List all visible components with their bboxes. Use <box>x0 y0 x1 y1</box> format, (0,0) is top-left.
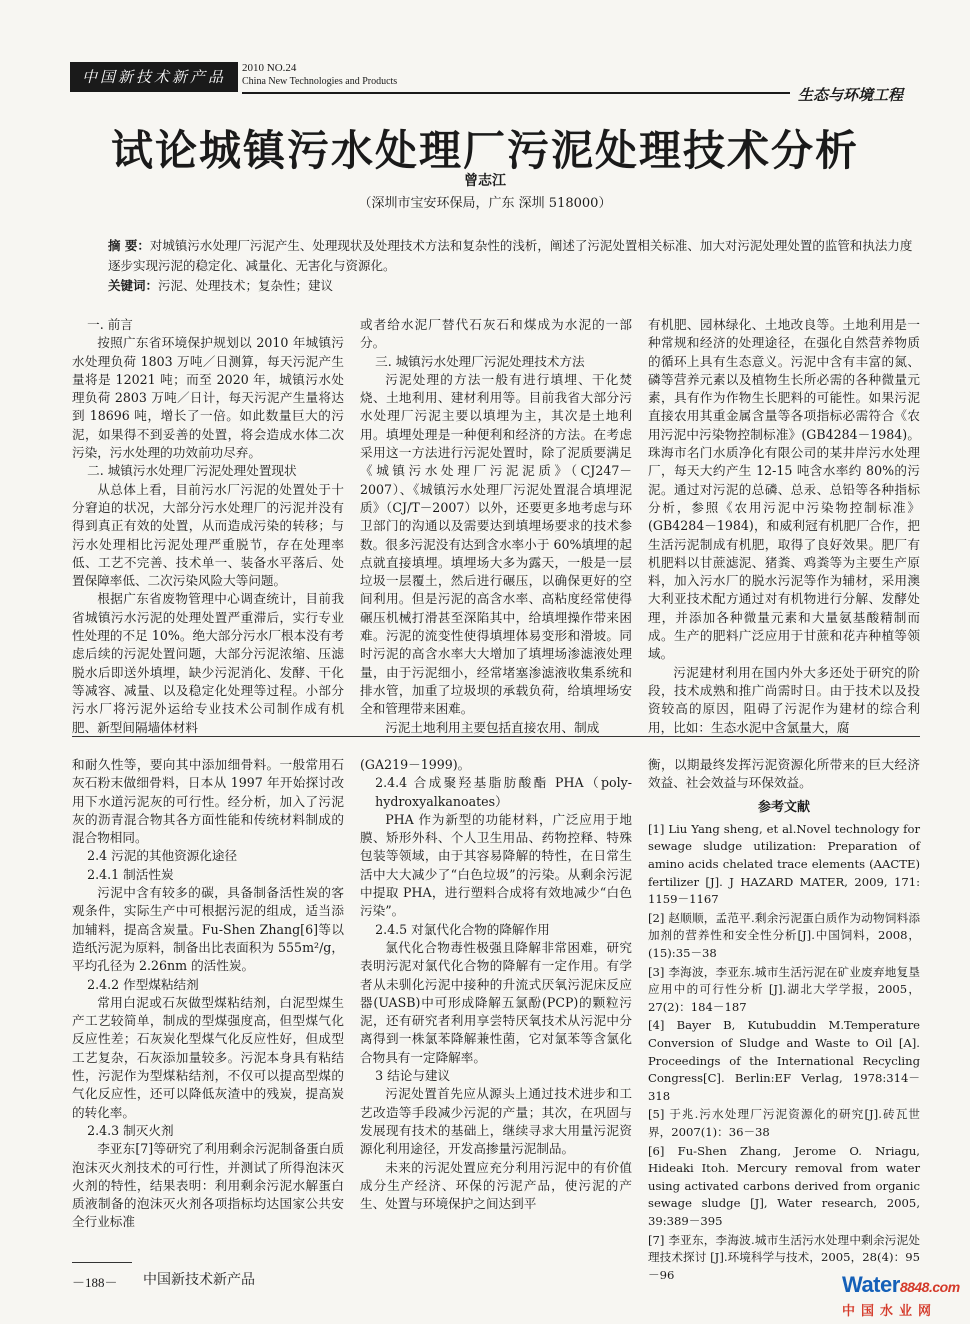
section-heading: 2.4.4 合成聚羟基脂肪酸酯 PHA（poly-hydroxyalkanoates） <box>375 775 632 809</box>
paragraph: 污泥建材利用在国内外大多还处于研究的阶段，技术成熟和推广尚需时日。由于技术以及投资较高的原因，阻碍了污泥作为建材的综合利用，比如：生态水泥中含氯量大，腐 <box>648 664 920 735</box>
section-heading: 二. 城镇污水处理厂污泥处理处置现状 <box>87 463 297 479</box>
paragraph: 李亚东[7]等研究了利用剩余污泥制备蛋白质泡沫灭火剂技术的可行性，并测试了所得泡沫灭火剂的特性，结果表明：利用剩余污泥水解蛋白质液制备的泡沫灭火剂各项指标均达国家公共安全行业标准 <box>72 1141 344 1230</box>
references-title: 参考文献 <box>757 799 810 815</box>
conclusion-end: 衡，以期最终发挥污泥资源化所带来的巨大经济效益、社会效益与环保效益。 <box>648 757 920 791</box>
section-heading: 一. 前言 <box>87 317 133 332</box>
abstract-label: 摘 要： <box>108 238 150 253</box>
watermark-logo <box>842 1272 960 1298</box>
paragraph: PHA 作为新型的功能材料，广泛应用于地膜、矫形外科、个人卫生用品、药物控释、特殊包装等领域，由于其容易降解的特性，在日常生活中大大减少了“白色垃圾”的污染。从剩余污泥中提取 PHA，进行塑料合成将有效地减少“白色污染”。 <box>360 811 632 919</box>
footer-journal-name: 中国新技术新产品 <box>143 1272 255 1288</box>
page-number: －188－ <box>72 1275 118 1290</box>
paragraph: 氯代化合物毒性极强且降解非常困难，研究表明污泥对氯代化合物的降解有一定作用。有学者从未驯化污泥中接种的升流式厌氧污泥床反应器(UASB)中可形成降解五氯酚(PCP)的颗粒污泥，还有研究者利用享尝特厌氧技术从污泥中分离得到一株氯苯降解兼性菌，它对氯苯等含氯化合物具有一定降解率。 <box>360 939 632 1065</box>
paragraph: 污泥中含有较多的碳，具备制备活性炭的客观条件，实际生产中可根据污泥的组成，适当添加辅料，提高含炭量。Fu-Shen Zhang[6]等以造纸污泥为原料，制备出比表面积为 555m²/g，平均孔径为 2.26nm 的活性炭。 <box>72 885 344 974</box>
section-tag: 生态与环境工程 <box>798 86 904 104</box>
paragraph: 和耐久性等，要向其中添加细骨料。一般常用石灰石粉末做细骨料，日本从 1997 年开始探讨改用下水道污泥灰的可行性。经分析，加入了污泥灰的沥青混合物其各方面性能和传统材料制成的混合物相同。 <box>72 757 344 846</box>
section-heading: 2.4.1 制活性炭 <box>87 866 174 882</box>
journal-english-name: China New Technologies and Products <box>242 76 398 87</box>
paragraph: 有机肥、园林绿化、土地改良等。土地利用是一种常规和经济的处理途径，在强化自然营养物质的循环上具有生态意义。污泥中含有丰富的氮、磷等营养元素以及植物生长所必需的各种微量元素，具有作为作物生长肥料的可能性。如果污泥直接农用其重金属含量等各项指标必需符合《农用污泥中污染物控制标准》(GB4284－1984)。珠海市名门水质净化有限公司的某井岸污水处理厂，每天大约产生 12-15 吨含水率约 80%的污泥。通过对污泥的总磷、总汞、总铅等各种指标分析，参照《农用污泥中污染物控制标准》(GB4284－1984)，和威利冠有机肥厂合作，把生活污泥制成有机肥，取得了良好效果。肥厂有机肥料以甘蔗滤泥、猪粪、鸡粪等为主要生产原料，加入污水厂的脱水污泥等作为辅材，采用澳大利亚技术配方通过对有机物进行分解、发酵处理，并添加各种微量元素和大量氨基酸精制而成。生产的肥料广泛应用于甘蔗和花卉种植等领域。 <box>648 317 920 662</box>
section-heading: 3 结论与建议 <box>375 1068 451 1084</box>
reference-item: [7] 李亚东，李海波.城市生活污水处理中剩余污泥处理技术探讨 [J].环境科学与技术，2005，28(4)：95－96 <box>648 1232 920 1282</box>
paragraph: 根据广东省废物管理中心调查统计，目前我省城镇污水污泥的处理处置严重滞后，实行专业性处理的不足 10%。绝大部分污水厂根本没有考虑后续的污泥处置问题，大部分污泥浓缩、压滤脱水后即送外填埋，缺少污泥消化、发酵、干化等减容、减量、以及稳定化处理等过程。小部分污水厂将污泥外运给专业技术公司制作成有机肥、新型间隔墙体材料 <box>72 591 344 735</box>
reference-item: [4] Bayer B, Kutubuddin M.Temperature Conversion of Sludge and Waste to Oil [A]. Proceedings of the International Recycling Congress[C]. Berlin:EF Verlag, 1978:314－318 <box>648 1018 920 1103</box>
paragraph: 或者给水泥厂替代石灰石和煤成为水泥的一部分。 <box>360 317 632 351</box>
paragraph: 污泥处理的方法一般有进行填埋、干化焚烧、土地利用、建材利用等。目前我省大部分污水处理厂污泥主要以填埋为主，其次是土地利用。填埋处理是一种便利和经济的方法。在考虑采用这一方法进行污泥处置时，除了泥质要满足《城镇污水处理厂污泥泥质》（CJ247－2007）、《城镇污水处理厂污泥处置混合填埋泥质》（CJ/T－2007）以外，还要更多地考虑与环卫部门的沟通以及需要达到填埋场要求的技术参数。很多污泥没有达到含水率小于 60%填埋的起点就直接填埋。填埋场大多为露天，一般是一层垃圾一层覆土，然后进行碾压，以确保更好的空间利用。但是污泥的高含水率、高粘度经常使得碾压机械打滑甚至深陷其中，给填埋操作带来困难。污泥的流变性使得填埋体易变形和滑坡。同时污泥的高含水率大大增加了填埋场渗滤液处理量，由于污泥细小，经常堵塞渗滤液收集系统和排水管，加重了垃圾坝的承载负荷，给填埋场安全和管理带来困难。 <box>360 371 632 717</box>
column-2 <box>360 316 632 737</box>
paragraph: (GA219－1999)。 <box>360 757 471 772</box>
journal-issue <box>242 62 397 88</box>
abstract-text: 对城镇污水处理厂污泥产生、处理现状及处理技术方法和复杂性的浅析，阐述了污泥处置相关标准、加大对污泥处理处置的监管和执法力度逐步实现污泥的稳定化、减量化、无害化与资源化。 <box>108 238 913 273</box>
section-heading: 2.4 污泥的其他资源化途径 <box>87 848 238 864</box>
keywords <box>108 276 918 296</box>
paragraph: 污泥土地利用主要包括直接农用、制成 <box>385 719 600 735</box>
reference-item: [6] Fu-Shen Zhang, Jerome O. Nriagu, Hideaki Itoh. Mercury removal from water using activated carbons derived from organic sewage sludge [J], Water research, 2005, 39:389－395 <box>648 1143 920 1228</box>
keywords-text: 污泥、处理技术；复杂性；建议 <box>158 278 334 293</box>
section-heading: 三. 城镇污水处理厂污泥处理技术方法 <box>375 353 585 369</box>
footer-rule <box>72 1262 132 1263</box>
watermark-site-name: 中国水业网 <box>842 1304 938 1319</box>
affiliation: （深圳市宝安环保局，广东 深圳 518000） <box>358 196 612 211</box>
keywords-label: 关键词： <box>108 278 159 293</box>
paragraph: 常用白泥或石灰做型煤粘结剂，白泥型煤生产工艺较简单，制成的型煤强度高，但型煤气化反应性差；石灰炭化型煤气化反应性好，但成型工艺复杂，石灰添加量较多。污泥本身具有粘结性，污泥作为型煤粘结剂，不仅可以提高型煤的气化反应性，还可以降低灰渣中的残炭，提高炭的转化率。 <box>72 994 344 1120</box>
issue-number: 2010 NO.24 <box>242 62 297 74</box>
column-3 <box>648 316 920 737</box>
watermark-brand: Water <box>842 1272 900 1297</box>
header-rule <box>242 92 790 94</box>
section-heading: 2.4.2 作型煤粘结剂 <box>87 976 199 992</box>
column-6 <box>648 756 920 1285</box>
reference-item: [3] 李海波，李亚东.城市生活污泥在矿业废弃地复垦应用中的可行性分析 [J].湖北大学学报，2005，27(2)：184－187 <box>648 964 920 1014</box>
journal-logo: 中国新技术新产品 <box>70 62 238 92</box>
column-4 <box>72 756 344 1232</box>
abstract <box>108 236 918 276</box>
reference-item: [1] Liu Yang sheng, et al.Novel technology for sewage sludge utilization: Preparation of amino acids chelated trace elements (AACTE) fertilizer [J]. J HAZARD MATER, 2009, 171: 1159－1167 <box>648 821 920 907</box>
author: 曾志江 <box>464 173 506 189</box>
paragraph: 按照广东省环境保护规划以 2010 年城镇污水处理负荷 1803 万吨／日测算，每天污泥产生量将是 12021 吨；而至 2020 年，城镇污水处理负荷 2803 万吨／日计，每天污泥产生量将达到 18696 吨，增长了一倍。如此数量巨大的污泥，如果得不到妥善的处置，将会造成水体二次污染，污水处理的功效前功尽弃。 <box>72 335 344 461</box>
column-5 <box>360 756 632 1213</box>
page-divider <box>72 736 920 737</box>
reference-item: [5] 于兆.污水处理厂污泥资源化的研究[J].砖瓦世界，2007(1)：36－38 <box>648 1107 920 1139</box>
watermark-number: 8848 <box>899 1279 929 1295</box>
references-list <box>648 821 920 1284</box>
paragraph: 从总体上看，目前污水厂污泥的处置处于十分窘迫的状况，大部分污水处理厂的污泥并没有得到真正有效的处置，从而造成污染的转移；与污水处理相比污泥处理严重脱节，存在处理率低、工艺不完善、技术单一、装备水平落后、处置保障率低、二次污染风险大等问题。 <box>72 481 344 589</box>
reference-item: [2] 赵顺顺，孟范平.剩余污泥蛋白质作为动物饲料添加剂的营养性和安全性分析[J].中国饲料，2008，(15):35－38 <box>648 910 920 961</box>
article-title: 试论城镇污水处理厂污泥处理技术分析 <box>110 126 859 175</box>
paragraph: 污泥处置首先应从源头上通过技术进步和工艺改造等手段减少污泥的产量；其次，在巩固与发展现有技术的基础上，继续寻求大用量污泥资源化利用途径，开发高掺量污泥制品。 <box>360 1086 632 1157</box>
column-1 <box>72 316 344 737</box>
paragraph: 未来的污泥处置应充分利用污泥中的有价值成分生产经济、环保的污泥产品，使污泥的产生、处置与环境保护之间达到平 <box>360 1159 632 1212</box>
section-heading: 2.4.3 制灭火剂 <box>87 1122 174 1138</box>
watermark-tld: .com <box>928 1279 960 1295</box>
section-heading: 2.4.5 对氯代化合物的降解作用 <box>375 921 550 937</box>
